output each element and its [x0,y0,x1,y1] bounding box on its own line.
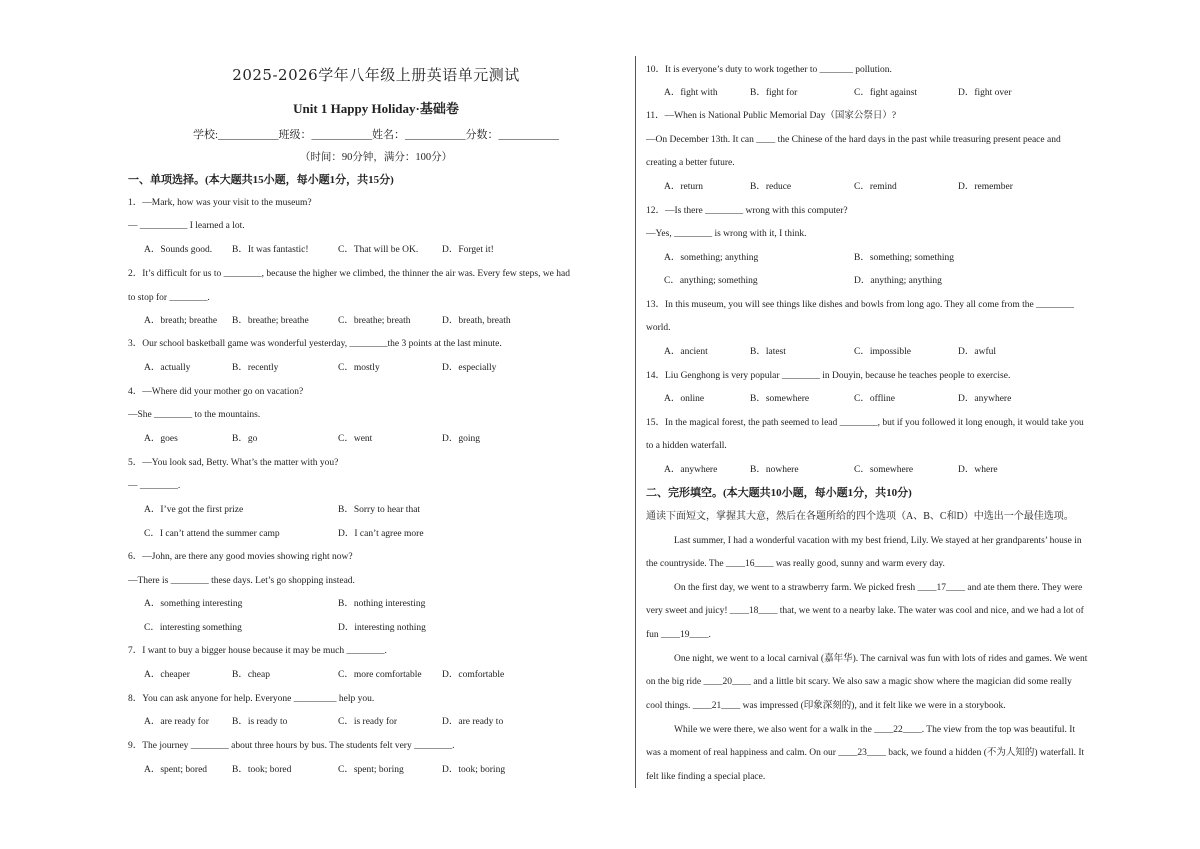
q11-stem: 11．—When is National Public Memorial Day（国家公祭日）? [646,111,897,121]
q15-option-d[interactable]: D．where [958,465,998,475]
q12-option-a[interactable]: A．something; anything [664,253,759,263]
section2-instructions: 通读下面短文，掌握其大意，然后在各题所给的四个选项（A、B、C和D）中选出一个最佳选项。 [646,511,1074,522]
q10-option-d[interactable]: D．fight over [958,88,1012,98]
section1-heading: 一、单项选择。(本大题共15小题，每小题1分，共15分) [128,174,394,186]
q4-option-a[interactable]: A．goes [144,434,178,444]
q9-option-c[interactable]: C．spent; boring [338,765,404,775]
q13-option-c[interactable]: C．impossible [854,347,912,357]
q14-option-c[interactable]: C．offline [854,394,895,404]
q1-option-a[interactable]: A．Sounds good. [144,245,213,255]
q1-option-c[interactable]: C．That will be OK. [338,245,419,255]
passage-p2-line1: On the first day, we went to a strawberry farm. We picked fresh ____17____ and ate them there. They were [674,583,1083,593]
q1-option-d[interactable]: D．Forget it! [442,245,494,255]
q15-option-c[interactable]: C．somewhere [854,465,914,475]
exam-title: 2025-2026学年八年级上册英语单元测试 [232,66,520,84]
q3-option-d[interactable]: D．especially [442,363,497,373]
q6-option-c[interactable]: C．interesting something [144,623,242,633]
student-info-line: 学校:___________班级：___________姓名：___________分数：___________ [192,129,560,141]
q11-line3: creating a better future. [646,158,735,168]
q7-option-c[interactable]: C．more comfortable [338,670,422,680]
q6-option-a[interactable]: A．something interesting [144,599,243,609]
q2-option-d[interactable]: D．breath, breath [442,316,511,326]
q5-option-b[interactable]: B．Sorry to hear that [338,505,421,515]
passage-p3-line3: cool things. ____21____ was impressed (印象深刻的), and it felt like we were in a storybook. [646,701,1006,711]
q5-line2: — ________. [128,481,181,491]
section2-heading: 二、完形填空。(本大题共10小题，每小题1分，共10分) [646,487,912,499]
q12-stem: 12．—Is there ________ wrong with this computer? [646,206,848,216]
q8-stem: 8．You can ask anyone for help. Everyone _________ help you. [128,694,375,704]
q13-option-d[interactable]: D．awful [958,347,996,357]
q3-option-c[interactable]: C．mostly [338,363,380,373]
q6-option-d[interactable]: D．interesting nothing [338,623,426,633]
q7-option-a[interactable]: A．cheaper [144,670,190,680]
passage-p1-line2: the countryside. The ____16____ was really good, sunny and warm every day. [646,559,945,569]
q15-option-b[interactable]: B．nowhere [750,465,799,475]
q6-line2: —There is ________ these days. Let’s go shopping instead. [128,576,355,586]
q12-line2: —Yes, ________ is wrong with it, I think. [646,229,807,239]
q12-option-d[interactable]: D．anything; anything [854,276,942,286]
q2-line2: to stop for ________. [128,293,210,303]
q9-stem: 9．The journey ________ about three hours by bus. The students felt very ________. [128,741,455,751]
q3-option-b[interactable]: B．recently [232,363,279,373]
q13-option-a[interactable]: A．ancient [664,347,708,357]
q12-option-b[interactable]: B．something; something [854,253,955,263]
q15-option-a[interactable]: A．anywhere [664,465,718,475]
passage-p3-line2: on the big ride ____20____ and a little bit scary. We also saw a magic show where the magician did some really [646,677,1072,687]
q2-option-c[interactable]: C．breathe; breath [338,316,411,326]
exam-subtitle: Unit 1 Happy Holiday·基础卷 [293,101,459,116]
q6-stem: 6．—John, are there any good movies showing right now? [128,552,353,562]
q7-stem: 7．I want to buy a bigger house because it may be much ________. [128,646,387,656]
q4-line2: —She ________ to the mountains. [128,410,261,420]
q12-option-c[interactable]: C．anything; something [664,276,758,286]
q11-option-c[interactable]: C．remind [854,182,897,192]
q14-option-a[interactable]: A．online [664,394,705,404]
q10-stem: 10．It is everyone’s duty to work together to _______ pollution. [646,65,892,75]
passage-p4-line3: felt like finding a special place. [646,772,766,782]
q1-line2: — __________ I learned a lot. [128,221,245,231]
q1-stem: 1．—Mark, how was your visit to the museum? [128,198,312,208]
q8-option-b[interactable]: B．is ready to [232,717,288,727]
passage-p3-line1: One night, we went to a local carnival (嘉年华). The carnival was fun with lots of rides and games. We went [674,654,1088,664]
q15-stem: 15．In the magical forest, the path seemed to lead ________, but if you followed it long enough, it would take you [646,418,1084,428]
q2-stem: 2．It’s difficult for us to ________, because the higher we climbed, the thinner the air was. Every few steps, we had [128,269,570,279]
q4-stem: 4．—Where did your mother go on vacation? [128,387,304,397]
q5-option-a[interactable]: A．I’ve got the first prize [144,505,244,515]
q14-stem: 14．Liu Genghong is very popular ________ in Douyin, because he teaches people to exercise. [646,371,1011,381]
q15-line2: to a hidden waterfall. [646,441,727,451]
q5-option-d[interactable]: D．I can’t agree more [338,529,424,539]
q9-option-d[interactable]: D．took; boring [442,765,506,775]
time-line: （时间：90分钟，满分：100分） [299,152,453,163]
q14-option-b[interactable]: B．somewhere [750,394,810,404]
q5-option-c[interactable]: C．I can’t attend the summer camp [144,529,280,539]
q8-option-d[interactable]: D．are ready to [442,717,504,727]
q5-stem: 5．—You look sad, Betty. What’s the matter with you? [128,458,339,468]
q4-option-b[interactable]: B．go [232,434,258,444]
passage-p2-line2: very sweet and juicy! ____18____ that, we went to a nearby lake. The water was cool and nice, and we had a lot of [646,606,1084,616]
q9-option-b[interactable]: B．took; bored [232,765,292,775]
q11-option-b[interactable]: B．reduce [750,182,792,192]
q6-option-b[interactable]: B．nothing interesting [338,599,426,609]
q2-option-a[interactable]: A．breath; breathe [144,316,218,326]
passage-p4-line1: While we were there, we also went for a walk in the ____22____. The view from the top was beautiful. It [674,725,1076,735]
q2-option-b[interactable]: B．breathe; breathe [232,316,309,326]
q9-option-a[interactable]: A．spent; bored [144,765,208,775]
q3-option-a[interactable]: A．actually [144,363,191,373]
passage-p4-line2: was a moment of real happiness and calm. On our ____23____ back, we found a hidden (不为人知的) waterfall. It [646,748,1085,758]
passage-p2-line3: fun ____19____. [646,630,711,640]
q4-option-d[interactable]: D．going [442,434,481,444]
q14-option-d[interactable]: D．anywhere [958,394,1012,404]
column-divider [635,56,636,788]
q4-option-c[interactable]: C．went [338,434,373,444]
q1-option-b[interactable]: B．It was fantastic! [232,245,309,255]
q13-option-b[interactable]: B．latest [750,347,786,357]
q7-option-d[interactable]: D．comfortable [442,670,505,680]
q11-option-a[interactable]: A．return [664,182,704,192]
passage-p1-line1: Last summer, I had a wonderful vacation with my best friend, Lily. We stayed at her grandparents’ house in [674,536,1082,546]
q10-option-a[interactable]: A．fight with [664,88,718,98]
q8-option-c[interactable]: C．is ready for [338,717,398,727]
q11-line2: —On December 13th. It can ____ the Chinese of the hard days in the past while treasuring present peace and [646,135,1061,145]
q7-option-b[interactable]: B．cheap [232,670,270,680]
q10-option-b[interactable]: B．fight for [750,88,798,98]
q3-stem: 3．Our school basketball game was wonderful yesterday, ________the 3 points at the last minute. [128,339,502,349]
q13-stem: 13．In this museum, you will see things like dishes and bowls from long ago. They all come from the ________ [646,300,1075,310]
q11-option-d[interactable]: D．remember [958,182,1013,192]
q13-line2: world. [646,323,671,333]
q8-option-a[interactable]: A．are ready for [144,717,209,727]
q10-option-c[interactable]: C．fight against [854,88,918,98]
